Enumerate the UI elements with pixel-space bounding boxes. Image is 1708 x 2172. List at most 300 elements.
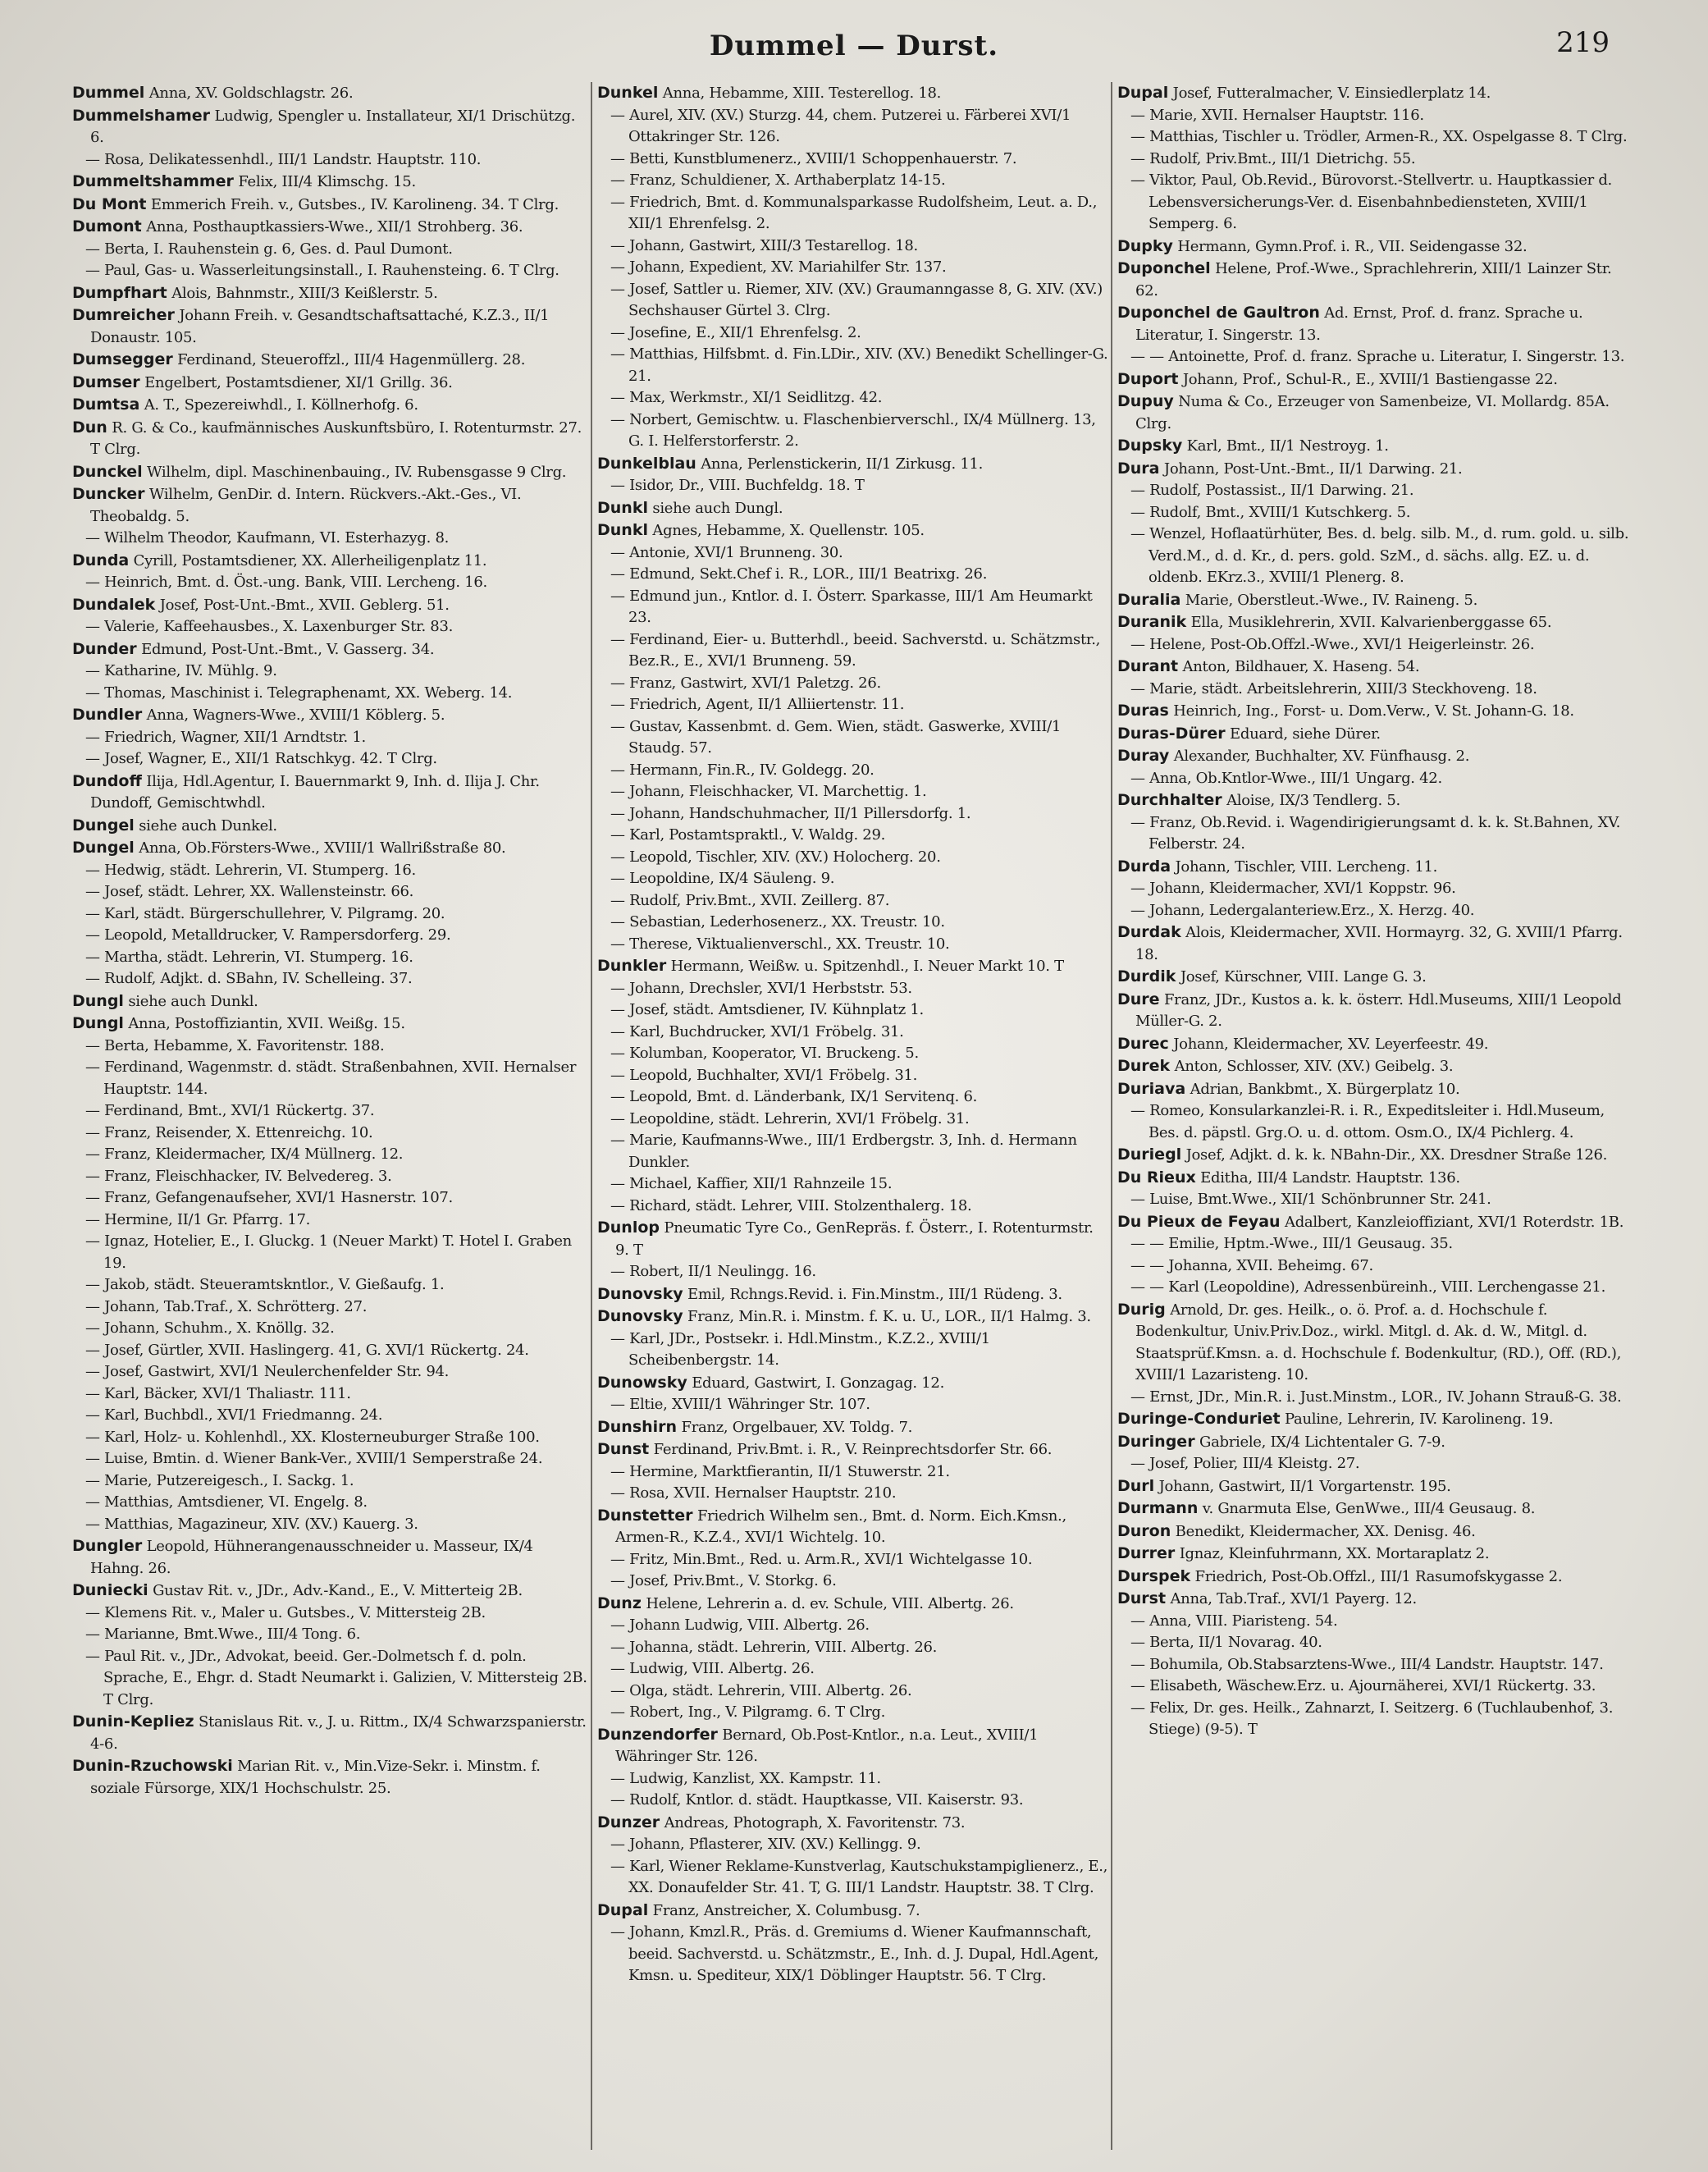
directory-entry [72, 594, 589, 617]
directory-entry [597, 629, 1109, 673]
entry-details: — Josef, Priv.Bmt., V. Storkg. 6. [610, 1572, 837, 1589]
entry-details: — Aurel, XIV. (XV.) Sturzg. 44, chem. Putzerei u. Färberei XVI/1 Ottakringer Str. 126. [610, 106, 1071, 145]
entry-surname: Duray [1117, 747, 1170, 765]
entry-details: — Johann, Ledergalanteriew.Erz., X. Herzg. 40. [1130, 901, 1475, 919]
entry-details: — Helene, Post-Ob.Offzl.-Wwe., XVI/1 Heigerleinstr. 26. [1130, 635, 1535, 653]
entry-surname: Duponchel [1117, 259, 1211, 277]
entry-details: — Wenzel, Hoflaatürhüter, Bes. d. belg. silb. M., d. rum. gold. u. silb. Verd.M., d. d. Kr., d. pers. gold. SzM., d. sächs. allg. EZ. u. d. oldenb. EKrz.3., XVIII/1 Plenerg. 8. [1130, 525, 1629, 586]
directory-entry [72, 947, 589, 969]
entry-details: — Edmund jun., Kntlor. d. I. Österr. Sparkasse, III/1 Am Heumarkt 23. [610, 587, 1093, 626]
directory-entry [72, 1318, 589, 1340]
entry-details: — Marie, Kaufmanns-Wwe., III/1 Erdbergstr. 3, Inh. d. Hermann Dunkler. [610, 1132, 1077, 1171]
entry-details: — Johann, Kmzl.R., Präs. d. Gremiums d. Wiener Kaufmannschaft, beeid. Sachverstd. u. Schätzmstr., E., Inh. d. J. Dupal, Hdl.Agent, Kmsn. u. Spediteur, XIX/1 Döblinger Hauptstr. 56. T Clrg. [610, 1923, 1099, 1984]
directory-entry [72, 216, 589, 239]
directory-entry [597, 1812, 1109, 1835]
entry-details: v. Gnarmuta Else, GenWwe., III/4 Geusaug. 8. [1202, 1500, 1536, 1517]
directory-entry [1117, 502, 1637, 524]
directory-entry [72, 1100, 589, 1123]
entry-details: — Franz, Fleischhacker, IV. Belvedereg. 3. [85, 1167, 392, 1185]
entry-details: — Franz, Kleidermacher, IX/4 Müllnerg. 12. [85, 1145, 404, 1163]
entry-details: Helene, Prof.-Wwe., Sprachlehrerin, XIII/1 Lainzer Str. 62. [1135, 260, 1612, 300]
directory-entry [597, 1768, 1109, 1790]
directory-entry [72, 461, 589, 484]
entry-surname: Duriegl [1117, 1145, 1182, 1164]
directory-entry [72, 417, 589, 461]
directory-entry [597, 1658, 1109, 1680]
directory-entry [597, 170, 1109, 192]
directory-entry [72, 968, 589, 990]
entry-details: — Martha, städt. Lehrerin, VI. Stumperg. 16. [85, 948, 413, 966]
entry-details: Stanislaus Rit. v., J. u. Rittm., IX/4 Schwarzspanierstr. 4-6. [90, 1713, 587, 1753]
directory-entry [1117, 856, 1637, 879]
directory-entry [597, 1680, 1109, 1703]
entry-details: Friedrich, Post-Ob.Offzl., III/1 Rasumofskygasse 2. [1194, 1567, 1563, 1585]
page-number: 219 [1556, 26, 1610, 59]
entry-details: Cyrill, Postamtsdiener, XX. Allerheiligenplatz 11. [133, 551, 487, 569]
entry-details: — Matthias, Magazineur, XIV. (XV.) Kauerg. 3. [85, 1515, 418, 1533]
directory-entry [597, 1416, 1109, 1439]
directory-entry [72, 1274, 589, 1296]
directory-entry [597, 519, 1109, 542]
entry-details: — Romeo, Konsularkanzlei-R. i. R., Expeditsleiter i. Hdl.Museum, Bes. d. päpstl. Grg.O. u. d. ottom. Osm.O., IX/4 Pichlerg. 4. [1130, 1102, 1605, 1141]
entry-surname: Dunckel [72, 462, 143, 481]
directory-entry [597, 1571, 1109, 1593]
entry-details: — Marianne, Bmt.Wwe., III/4 Tong. 6. [85, 1626, 361, 1643]
directory-entry [72, 1755, 589, 1799]
directory-entry [72, 1535, 589, 1580]
directory-entry [72, 1036, 589, 1058]
directory-entry [1117, 723, 1637, 746]
entry-details: R. G. & Co., kaufmännisches Auskunftsbüro, I. Rotenturmstr. 27. T Clrg. [90, 418, 582, 458]
entry-details: — Rosa, XVII. Hernalser Hauptstr. 210. [610, 1484, 897, 1502]
entry-surname: Dummelshamer [72, 106, 211, 125]
directory-columns [72, 82, 1631, 2150]
directory-entry [72, 1624, 589, 1646]
entry-details: Gabriele, IX/4 Lichtentaler G. 7-9. [1199, 1433, 1445, 1451]
directory-entry [1117, 656, 1637, 679]
directory-entry [72, 550, 589, 573]
entry-surname: Dunkl [597, 498, 648, 517]
entry-surname: Dungel [72, 839, 135, 857]
entry-details: siehe auch Dunkel. [139, 816, 277, 835]
directory-entry [597, 1438, 1109, 1461]
entry-details: — Karl, Postamtspraktl., V. Waldg. 29. [610, 826, 886, 844]
entry-details: — Therese, Viktualienverschl., XX. Treustr. 10. [610, 935, 950, 953]
entry-details: Alois, Bahnmstr., XIII/3 Keißlerstr. 5. [171, 284, 438, 302]
entry-details: Marian Rit. v., Min.Vize-Sekr. i. Minstm. f. soziale Fürsorge, XIX/1 Hochschulstr. 25. [90, 1758, 541, 1797]
directory-entry [597, 716, 1109, 760]
entry-surname: Dundler [72, 706, 143, 724]
entry-details: — Leopold, Metalldrucker, V. Rampersdorferg. 29. [85, 926, 451, 944]
entry-surname: Dunovsky [597, 1284, 683, 1303]
directory-entry [1117, 1520, 1637, 1543]
entry-surname: Dumreicher [72, 306, 175, 324]
directory-entry [1117, 1698, 1637, 1741]
directory-entry [1117, 1189, 1637, 1211]
directory-entry [72, 483, 589, 528]
directory-entry [597, 1328, 1109, 1372]
entry-details: Agnes, Hebamme, X. Quellenstr. 105. [652, 522, 925, 539]
directory-entry [72, 1166, 589, 1188]
entry-details: Karl, Bmt., II/1 Nestroyg. 1. [1186, 437, 1389, 455]
directory-entry [597, 912, 1109, 934]
directory-entry [597, 1483, 1109, 1505]
entry-surname: Durant [1117, 657, 1179, 675]
directory-entry [597, 344, 1109, 387]
entry-details: — Rudolf, Priv.Bmt., XVII. Zeillerg. 87. [610, 891, 890, 909]
directory-entry [1117, 1255, 1637, 1278]
entry-details: Ella, Musiklehrerin, XVII. Kalvarienberggasse 65. [1190, 614, 1552, 631]
directory-entry [1117, 105, 1637, 127]
entry-details: — Richard, städt. Lehrer, VIII. Stolzenthalerg. 18. [610, 1196, 972, 1214]
directory-entry [72, 1580, 589, 1603]
entry-details: — Heinrich, Bmt. d. Öst.-ung. Bank, VIII. Lercheng. 16. [85, 574, 487, 591]
entry-surname: Dura [1117, 459, 1160, 478]
directory-entry [597, 1109, 1109, 1131]
entry-details: — Leopoldine, IX/4 Säuleng. 9. [610, 870, 835, 887]
entry-surname: Dunin-Kepliez [72, 1712, 194, 1731]
entry-details: — Ferdinand, Eier- u. Butterhdl., beeid. Sachverstd. u. Schätzmstr., Bez.R., E., XVI/1 Brunneng. 59. [610, 630, 1101, 670]
entry-surname: Durdak [1117, 923, 1181, 941]
entry-details: Adalbert, Kanzleioffiziant, XVI/1 Roterdstr. 1B. [1285, 1213, 1624, 1231]
entry-details: Johann, Gastwirt, II/1 Vorgartenstr. 195. [1158, 1477, 1451, 1495]
entry-details: Josef, Adjkt. d. k. k. NBahn-Dir., XX. Dresdner Straße 126. [1185, 1146, 1608, 1164]
entry-details: — Marie, XVII. Hernalser Hauptstr. 116. [1130, 106, 1424, 124]
directory-entry [72, 1187, 589, 1209]
entry-details: — Berta, I. Rauhenstein g. 6, Ges. d. Paul Dumont. [85, 240, 453, 258]
directory-entry [72, 260, 589, 282]
entry-details: — Matthias, Amtsdiener, VI. Engelg. 8. [85, 1493, 368, 1511]
directory-entry [72, 881, 589, 903]
directory-entry [72, 704, 589, 727]
entry-details: — Karl, Buchdrucker, XVI/1 Fröbelg. 31. [610, 1022, 904, 1040]
entry-details: Wilhelm, dipl. Maschinenbauing., IV. Rubensgasse 9 Clrg. [147, 463, 567, 481]
entry-details: — Berta, II/1 Novarag. 40. [1130, 1634, 1322, 1651]
entry-details: — Robert, Ing., V. Pilgramg. 6. T Clrg. [610, 1703, 886, 1721]
directory-entry [1117, 1078, 1637, 1101]
directory-entry [72, 1646, 589, 1712]
directory-entry [72, 1448, 589, 1470]
directory-entry [72, 860, 589, 882]
directory-entry [72, 1340, 589, 1362]
column-3 [1111, 82, 1637, 2150]
entry-details: — Ferdinand, Bmt., XVI/1 Rückertg. 37. [85, 1102, 375, 1119]
directory-entry [597, 955, 1109, 978]
entry-details: — Fritz, Min.Bmt., Red. u. Arm.R., XVI/1 Wichtelgasse 10. [610, 1550, 1033, 1568]
directory-entry [597, 1394, 1109, 1416]
entry-details: Ad. Ernst, Prof. d. franz. Sprache u. Literatur, I. Singerstr. 13. [1135, 304, 1583, 344]
entry-details: — Luise, Bmt.Wwe., XII/1 Schönbrunner Str. 241. [1130, 1191, 1491, 1208]
entry-surname: Dunshirn [597, 1417, 678, 1436]
directory-entry [597, 781, 1109, 803]
entry-details: — — Antoinette, Prof. d. franz. Sprache u. Literatur, I. Singerstr. 13. [1130, 348, 1625, 365]
directory-entry [597, 586, 1109, 629]
entry-surname: Duriava [1117, 1079, 1186, 1098]
entry-details: Johann, Kleidermacher, XV. Leyerfeestr. 49. [1173, 1035, 1489, 1053]
entry-surname: Dunkelblau [597, 454, 696, 473]
entry-surname: Duncker [72, 485, 145, 503]
directory-entry [597, 803, 1109, 825]
entry-details: — Leopoldine, städt. Lehrerin, XVI/1 Fröbelg. 31. [610, 1109, 970, 1127]
directory-entry [72, 1123, 589, 1145]
directory-entry [72, 239, 589, 261]
entry-details: — Ferdinand, Wagenmstr. d. städt. Straßenbahnen, XVII. Hernalser Hauptstr. 144. [85, 1059, 577, 1098]
entry-details: Wilhelm, GenDir. d. Intern. Rückvers.-Akt.-Ges., VI. Theobaldg. 5. [90, 486, 522, 525]
entry-surname: Durrer [1117, 1544, 1176, 1562]
entry-details: — Josef, Polier, III/4 Kleistg. 27. [1130, 1455, 1360, 1472]
entry-details: — Josef, städt. Amtsdiener, IV. Kühnplatz 1. [610, 1001, 924, 1018]
entry-details: — Karl, Bäcker, XVI/1 Thaliastr. 111. [85, 1384, 351, 1402]
entry-surname: Dunowsky [597, 1373, 687, 1392]
entry-surname: Dunz [597, 1594, 642, 1612]
directory-entry [1117, 1498, 1637, 1520]
entry-details: — Josef, Gastwirt, XVI/1 Neulerchenfelder Str. 94. [85, 1363, 450, 1380]
directory-entry [597, 1065, 1109, 1087]
entry-surname: Dumpfhart [72, 283, 167, 302]
entry-details: Emil, Rchngs.Revid. i. Fin.Minstm., III/1 Rüdeng. 3. [687, 1285, 1062, 1303]
directory-entry [72, 1405, 589, 1427]
directory-entry [72, 837, 589, 860]
entry-details: Pneumatic Tyre Co., GenRepräs. f. Österr., I. Rotenturmstr. 9. T [615, 1219, 1094, 1259]
entry-surname: Durst [1117, 1589, 1167, 1607]
entry-details: — Johann, Pflasterer, XIV. (XV.) Kellingg. 9. [610, 1836, 921, 1853]
entry-details: Hermann, Weißw. u. Spitzenhdl., I. Neuer Markt 10. T [670, 958, 1064, 975]
directory-entry [597, 1637, 1109, 1659]
entry-details: Ilija, Hdl.Agentur, I. Bauernmarkt 9, Inh. d. Ilija J. Chr. Dundoff, Gemischtwhdl. [90, 772, 540, 812]
entry-details: — — Karl (Leopoldine), Adressenbüreinh., VIII. Lerchengasse 21. [1130, 1278, 1605, 1296]
directory-entry [72, 349, 589, 372]
directory-entry [1117, 634, 1637, 656]
entry-details: Leopold, Hühnerangenausschneider u. Masseur, IX/4 Hahng. 26. [90, 1538, 533, 1577]
directory-entry [1117, 966, 1637, 989]
entry-surname: Dunder [72, 639, 137, 658]
directory-entry [597, 1461, 1109, 1484]
directory-entry [1117, 789, 1637, 812]
entry-details: — Wilhelm Theodor, Kaufmann, VI. Esterhazyg. 8. [85, 529, 450, 546]
entry-surname: Dure [1117, 990, 1160, 1008]
directory-entry [597, 1593, 1109, 1616]
entry-details: — Karl, städt. Bürgerschullehrer, V. Pilgramg. 20. [85, 904, 445, 922]
entry-details: Aloise, IX/3 Tendlerg. 5. [1226, 792, 1400, 809]
entry-details: — Ludwig, VIII. Albertg. 26. [610, 1660, 815, 1677]
entry-details: Johann Freih. v. Gesandtschaftsattaché, K.Z.3., II/1 Donaustr. 105. [90, 307, 550, 346]
entry-details: Friedrich Wilhelm sen., Bmt. d. Norm. Eich.Kmsn., Armen-R., K.Z.4., XVI/1 Wichtelg. 10. [615, 1507, 1066, 1546]
entry-details: — Johann, Gastwirt, XIII/3 Testarellog. 18. [610, 236, 918, 254]
directory-entry [72, 1603, 589, 1625]
entry-details: — Klemens Rit. v., Maler u. Gutsbes., V. Mittersteig 2B. [85, 1603, 486, 1621]
directory-entry [72, 372, 589, 395]
entry-surname: Duniecki [72, 1581, 148, 1599]
entry-surname: Dumsegger [72, 350, 173, 368]
directory-entry [72, 638, 589, 661]
directory-entry [1117, 1453, 1637, 1475]
entry-details: Anna, Posthauptkassiers-Wwe., XII/1 Strohberg. 36. [146, 218, 523, 235]
entry-details: — Franz, Ob.Revid. i. Wagendirigierungsamt d. k. k. St.Bahnen, XV. Felberstr. 24. [1130, 813, 1621, 853]
entry-surname: Dupal [597, 1900, 649, 1919]
directory-entry [1117, 1566, 1637, 1589]
directory-entry [72, 1144, 589, 1166]
entry-details: — Johann, Fleischhacker, VI. Marchettig. 1. [610, 783, 927, 800]
entry-details: — Antonie, XVI/1 Brunneng. 30. [610, 543, 843, 561]
entry-details: Adrian, Bankbmt., X. Bürgerplatz 10. [1190, 1080, 1460, 1098]
entry-details: — Hermine, II/1 Gr. Pfarrg. 17. [85, 1210, 311, 1228]
entry-details: — Michael, Kaffier, XII/1 Rahnzeile 15. [610, 1175, 893, 1192]
entry-details: — Marie, Putzereigesch., I. Sackg. 1. [85, 1471, 354, 1489]
entry-surname: Dupuy [1117, 392, 1174, 410]
entry-details: Heinrich, Ing., Forst- u. Dom.Verw., V. St. Johann-G. 18. [1173, 702, 1574, 720]
directory-entry [597, 890, 1109, 912]
directory-entry [597, 497, 1109, 520]
entry-surname: Duringe-Conduriet [1117, 1410, 1281, 1428]
entry-surname: Dunzer [597, 1813, 660, 1831]
page-header [0, 23, 1708, 72]
directory-entry [1117, 1277, 1637, 1299]
entry-details: Emmerich Freih. v., Gutsbes., IV. Karolineng. 34. T Clrg. [150, 195, 559, 213]
directory-entry [72, 304, 589, 349]
directory-entry [1117, 170, 1637, 235]
entry-details: — Berta, Hebamme, X. Favoritenstr. 188. [85, 1036, 385, 1054]
directory-entry [1117, 1431, 1637, 1454]
entry-details: Felix, III/4 Klimschg. 15. [238, 173, 416, 190]
directory-entry [1117, 878, 1637, 900]
directory-entry [72, 727, 589, 749]
directory-entry [597, 542, 1109, 565]
entry-surname: Durchhalter [1117, 791, 1222, 809]
directory-entry [72, 1514, 589, 1536]
entry-details: — Johann, Kleidermacher, XVI/1 Koppstr. 96. [1130, 880, 1456, 897]
directory-entry [597, 694, 1109, 716]
directory-entry [72, 149, 589, 171]
entry-surname: Durl [1117, 1476, 1155, 1495]
directory-entry [597, 868, 1109, 890]
entry-surname: Dummeltshammer [72, 172, 234, 190]
entry-details: Editha, III/4 Landstr. Hauptstr. 136. [1200, 1168, 1460, 1187]
entry-surname: Dunkl [597, 521, 648, 539]
entry-details: — Franz, Gastwirt, XVI/1 Paletzg. 26. [610, 674, 881, 692]
entry-details: — Rudolf, Postassist., II/1 Darwing. 21. [1130, 482, 1414, 499]
directory-entry [1117, 1387, 1637, 1409]
entry-details: Pauline, Lehrerin, IV. Karolineng. 19. [1285, 1411, 1554, 1428]
entry-details: — Johann, Handschuhmacher, II/1 Pillersdorfg. 1. [610, 804, 971, 822]
entry-surname: Dumont [72, 217, 142, 235]
entry-surname: Durdik [1117, 967, 1176, 985]
directory-entry [1117, 480, 1637, 502]
directory-entry [597, 1196, 1109, 1218]
entry-surname: Dungler [72, 1537, 143, 1555]
directory-entry [1117, 1100, 1637, 1144]
entry-surname: Dunst [597, 1440, 650, 1458]
entry-details: — Franz, Gefangenaufseher, XVI/1 Hasnerstr. 107. [85, 1189, 453, 1206]
entry-surname: Duranik [1117, 613, 1187, 631]
entry-details: — Leopold, Bmt. d. Länderbank, IX/1 Servitenq. 6. [610, 1088, 978, 1105]
entry-details: Alexander, Buchhalter, XV. Fünfhausg. 2. [1173, 748, 1470, 765]
directory-entry [597, 847, 1109, 869]
entry-details: Johann, Prof., Schul-R., E., XVIII/1 Bastiengasse 22. [1182, 370, 1558, 388]
directory-entry [72, 661, 589, 683]
directory-entry [72, 1057, 589, 1100]
entry-details: — Johann, Expedient, XV. Mariahilfer Str. 137. [610, 258, 947, 276]
entry-details: Engelbert, Postamtsdiener, XI/1 Grillg. 36. [144, 373, 453, 391]
directory-entry [72, 105, 589, 149]
column-1 [72, 82, 589, 2150]
entry-surname: Duport [1117, 369, 1179, 388]
directory-entry [1117, 768, 1637, 790]
entry-details: Anna, Tab.Traf., XVI/1 Payerg. 12. [1170, 1590, 1417, 1607]
directory-entry [72, 815, 589, 838]
directory-entry [72, 748, 589, 770]
directory-entry [1117, 1211, 1637, 1234]
entry-surname: Durmann [1117, 1499, 1199, 1517]
entry-details: — Elisabeth, Wäschew.Erz. u. Ajournäherei, XVI/1 Rückertg. 33. [1130, 1677, 1596, 1694]
entry-details: — Rudolf, Kntlor. d. städt. Hauptkasse, VII. Kaiserstr. 93. [610, 1791, 1024, 1808]
directory-entry [597, 257, 1109, 279]
directory-entry [597, 1305, 1109, 1328]
directory-entry [1117, 1611, 1637, 1633]
entry-details: — Franz, Schuldiener, X. Arthaberplatz 14-15. [610, 171, 946, 189]
directory-entry [72, 1470, 589, 1493]
entry-details: — Johanna, städt. Lehrerin, VIII. Albertg. 26. [610, 1638, 938, 1656]
directory-entry [597, 322, 1109, 345]
entry-surname: Du Rieux [1117, 1168, 1196, 1187]
entry-surname: Durek [1117, 1057, 1171, 1075]
entry-details: — Valerie, Kaffeehausbes., X. Laxenburger Str. 83. [85, 618, 454, 635]
entry-details: Franz, Min.R. i. Minstm. f. K. u. U., LOR., II/1 Halmg. 3. [687, 1308, 1091, 1325]
directory-entry [72, 683, 589, 705]
entry-surname: Durspek [1117, 1566, 1191, 1585]
directory-entry [597, 564, 1109, 586]
entry-details: — Bohumila, Ob.Stabsarztens-Wwe., III/4 Landstr. Hauptstr. 147. [1130, 1655, 1604, 1673]
directory-entry [72, 194, 589, 217]
entry-details: Anton, Bildhauer, X. Haseng. 54. [1182, 658, 1420, 675]
directory-entry [72, 770, 589, 815]
directory-entry [1117, 82, 1637, 105]
entry-details: Bernard, Ob.Post-Kntlor., n.a. Leut., XVIII/1 Währinger Str. 126. [615, 1726, 1039, 1765]
directory-entry [1117, 235, 1637, 258]
entry-surname: Durec [1117, 1034, 1169, 1053]
entry-surname: Dunzendorfer [597, 1725, 718, 1744]
entry-details: — Friedrich, Bmt. d. Kommunalsparkasse Rudolfsheim, Leut. a. D., XII/1 Ehrenfelsg. 2. [610, 193, 1098, 232]
entry-details: — Johann, Schuhm., X. Knöllg. 32. [85, 1319, 335, 1337]
entry-details: Ferdinand, Steueroffzl., III/4 Hagenmüllerg. 28. [177, 351, 526, 368]
directory-entry [72, 1013, 589, 1036]
directory-entry [597, 1043, 1109, 1065]
entry-details: — Josef, Sattler u. Riemer, XIV. (XV.) Graumanngasse 8, G. XIV. (XV.) Sechshauser Gürtel 3. Clrg. [610, 280, 1103, 319]
directory-entry [1117, 589, 1637, 612]
entry-details: — Friedrich, Wagner, XII/1 Arndtstr. 1. [85, 728, 366, 746]
directory-entry [1117, 1299, 1637, 1387]
entry-details: Johann, Tischler, VIII. Lercheng. 11. [1175, 857, 1438, 876]
entry-details: Gustav Rit. v., JDr., Adv.-Kand., E., V. Mitterteig 2B. [153, 1582, 523, 1599]
directory-entry [597, 1549, 1109, 1571]
entry-details: siehe auch Dunkl. [128, 992, 258, 1010]
directory-entry [597, 1856, 1109, 1900]
directory-entry [1117, 611, 1637, 634]
directory-entry [72, 1711, 589, 1755]
entry-surname: Dungl [72, 1014, 124, 1032]
directory-entry [597, 1261, 1109, 1283]
directory-entry [597, 1372, 1109, 1395]
entry-surname: Dun [72, 418, 107, 437]
entry-surname: Dunin-Rzuchowski [72, 1757, 233, 1775]
entry-details: — Friedrich, Agent, II/1 Alliiertenstr. 11. [610, 696, 905, 713]
directory-entry [1117, 258, 1637, 302]
directory-entry [72, 1492, 589, 1514]
entry-details: — Karl, Buchbdl., XVI/1 Friedmanng. 24. [85, 1406, 383, 1424]
directory-entry [72, 82, 589, 105]
entry-surname: Dundalek [72, 595, 156, 614]
entry-details: — Rudolf, Bmt., XVIII/1 Kutschkerg. 5. [1130, 503, 1411, 521]
entry-details: — Karl, Wiener Reklame-Kunstverlag, Kautschukstampiglienerz., E., XX. Donaufelder Str. 41. T, G. III/1 Landstr. Hauptstr. 38. T Clrg. [610, 1857, 1108, 1896]
